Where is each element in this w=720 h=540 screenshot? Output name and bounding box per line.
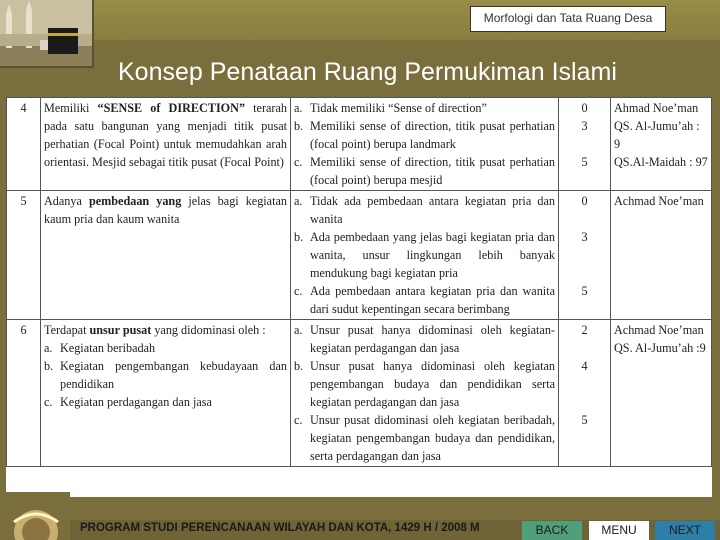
option-letter: a. [294,101,303,115]
menu-button[interactable]: MENU [589,521,649,540]
score-value: 5 [581,413,588,427]
options-cell [291,98,559,191]
source-reference: QS.Al-Maidah : 97 [614,155,708,169]
option-letter: b. [294,119,304,133]
option-letter: c. [294,413,303,427]
score-value [562,393,607,411]
options-cell [291,320,559,467]
option-item [294,357,555,411]
criteria-text: terarah pada satu bangunan yang menjadi titik pusat perhatian (Focal Point) untuk memudahkan arah orientasi. Mesjid sebagai titik pusat (Focal Point) [44,101,287,169]
score-value: 2 [581,323,588,337]
criteria-list-item [44,357,287,393]
table-row [7,98,712,191]
subtitle-box [470,6,666,32]
criteria-list-item [44,339,287,357]
score-value [562,246,607,264]
option-item [294,99,555,117]
option-item [294,192,555,228]
table-row [7,191,712,320]
next-button[interactable]: NEXT [655,521,715,540]
source-reference: Achmad Noe’man [614,323,704,337]
option-letter: a. [294,194,303,208]
option-letter: a. [294,323,303,337]
option-item [294,153,555,189]
option-text: Memiliki sense of direction, titik pusat perhatian (focal point) berupa mesjid [310,155,555,187]
item-text: Kegiatan pengembangan kebudayaan dan pendidikan [60,359,287,391]
page-title: Konsep Penataan Ruang Permukiman Islami [118,58,617,86]
slide-subtitle: Morfologi dan Tata Ruang Desa [483,11,653,25]
criteria-text: unsur pusat [89,323,152,337]
row-number: 5 [7,191,41,320]
option-letter: b. [294,230,304,244]
criteria-text: pembedaan yang [88,194,182,208]
options-cell [291,191,559,320]
criteria-cell [41,320,291,467]
row-number: 6 [7,320,41,467]
option-text: Ada pembedaan yang jelas bagi kegiatan pria dan wanita, unsur lingkungan lebih banyak mendukung bagi kegiatan pria [310,230,555,280]
score-value [562,339,607,357]
option-item [294,411,555,465]
score-value: 5 [581,155,588,169]
option-text: Memiliki sense of direction, titik pusat perhatian (focal point) berupa landmark [310,119,555,151]
option-text: Tidak ada pembedaan antara kegiatan pria dan wanita [310,194,555,226]
criteria-text: jelas bagi kegiatan kaum pria dan kaum wanita [44,194,287,226]
score-value: 5 [581,284,588,298]
item-letter: a. [44,341,53,355]
score-cell [559,98,611,191]
source-reference: Achmad Noe’man [614,194,704,208]
score-value: 4 [581,359,588,373]
score-value: 0 [581,194,588,208]
score-value: 3 [581,119,588,133]
option-letter: c. [294,284,303,298]
source-reference: QS. Al-Jumu’ah : 9 [614,119,700,151]
kaaba-mosque-icon [0,0,94,68]
back-button[interactable]: BACK [522,521,582,540]
bandung-emblem-icon [0,492,70,540]
score-value [562,264,607,282]
criteria-text: yang didominasi oleh : [151,323,266,337]
source-reference: Ahmad Noe’man [614,101,699,115]
option-text: Unsur pusat didominasi oleh kegiatan beribadah, kegiatan pengembangan budaya dan pendidikan, serta perdagangan dan jasa [310,413,555,463]
row-number: 4 [7,98,41,191]
option-text: Unsur pusat hanya didominasi oleh kegiatan pengembangan budaya dan pendidikan serta kegiatan perdagangan dan jasa [310,359,555,409]
option-text: Ada pembedaan antara kegiatan pria dan wanita dari sudut kepentingan secara berimbang [310,284,555,316]
score-cell [559,320,611,467]
table-row [7,320,712,467]
score-value [562,375,607,393]
option-text: Unsur pusat hanya didominasi oleh kegiatan-kegiatan perdagangan dan jasa [310,323,555,355]
criteria-text: “SENSE of DIRECTION” [97,101,246,115]
option-letter: c. [294,155,303,169]
source-cell [611,320,712,467]
source-cell [611,98,712,191]
item-text: Kegiatan beribadah [60,341,156,355]
option-item [294,228,555,282]
item-text: Kegiatan perdagangan dan jasa [60,395,212,409]
criteria-text: Adanya [44,194,89,208]
criteria-table-panel [6,97,712,497]
source-reference: QS. Al-Jumu’ah :9 [614,341,706,355]
score-value: 0 [581,101,588,115]
item-letter: c. [44,395,53,409]
source-cell [611,191,712,320]
score-cell [559,191,611,320]
option-letter: b. [294,359,304,373]
program-footer-text: PROGRAM STUDI PERENCANAAN WILAYAH DAN KOTA, 1429 H / 2008 M [80,522,480,534]
criteria-table [6,97,712,467]
option-item [294,282,555,318]
item-letter: b. [44,359,54,373]
criteria-text: Terdapat [44,323,90,337]
score-value: 3 [581,230,588,244]
criteria-list-item [44,393,287,411]
score-value [562,210,607,228]
criteria-cell [41,191,291,320]
option-item [294,117,555,153]
criteria-cell [41,98,291,191]
score-value [562,135,607,153]
criteria-text: Memiliki [44,101,98,115]
option-item [294,321,555,357]
option-text: Tidak memiliki “Sense of direction” [310,101,487,115]
